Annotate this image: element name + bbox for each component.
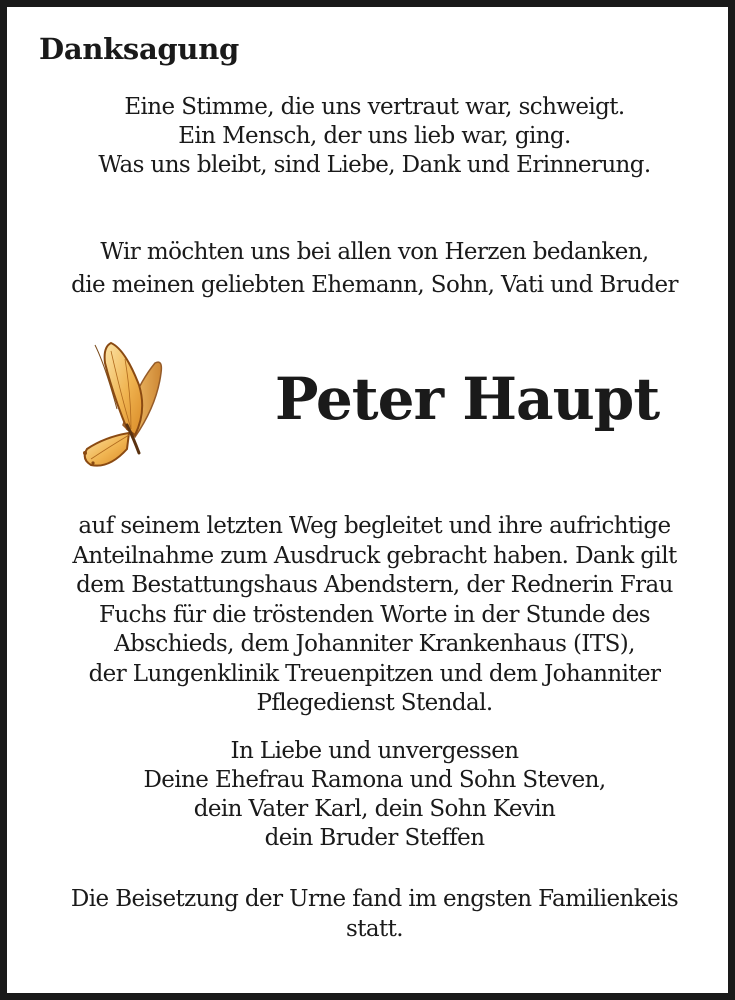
poem-line: Eine Stimme, die uns vertraut war, schweigt. <box>124 94 625 120</box>
butterfly-icon <box>65 325 173 475</box>
deceased-name: Peter Haupt <box>274 365 660 433</box>
closing-note <box>7 884 735 944</box>
signature-line: Deine Ehefrau Ramona und Sohn Steven, <box>143 767 606 793</box>
poem-line: Ein Mensch, der uns lieb war, ging. <box>178 123 571 149</box>
signature-block <box>7 737 735 853</box>
closing-line: statt. <box>346 916 403 942</box>
closing-line: Die Beisetzung der Urne fand im engsten Familienkeis <box>70 886 679 912</box>
body-line: Anteilnahme zum Ausdruck gebracht haben. Dank gilt <box>72 542 677 569</box>
body-line: dem Bestattungshaus Abendstern, der Rednerin Frau <box>76 572 673 598</box>
signature-line: dein Bruder Steffen <box>264 825 485 851</box>
thanks-line: die meinen geliebten Ehemann, Sohn, Vati und Bruder <box>71 272 678 298</box>
body-line: der Lungenklinik Treuenpitzen und dem Johanniter <box>88 660 661 687</box>
thanks-line: Wir möchten uns bei allen von Herzen bedanken, <box>100 239 649 265</box>
heading-danksagung: Danksagung <box>39 32 239 66</box>
poem-block <box>7 93 735 180</box>
body-line: Fuchs für die tröstenden Worte in der Stunde des <box>98 601 651 628</box>
poem-line: Was uns bleibt, sind Liebe, Dank und Erinnerung. <box>98 152 651 178</box>
signature-line: dein Vater Karl, dein Sohn Kevin <box>193 796 556 822</box>
thanks-intro <box>7 236 735 302</box>
body-line: Pflegedienst Stendal. <box>256 690 493 716</box>
body-line: auf seinem letzten Weg begleitet und ihre aufrichtige <box>78 513 671 539</box>
signature-line: In Liebe und unvergessen <box>230 738 519 764</box>
body-line: Abschieds, dem Johanniter Krankenhaus (ITS), <box>114 631 635 657</box>
body-text <box>7 512 735 719</box>
